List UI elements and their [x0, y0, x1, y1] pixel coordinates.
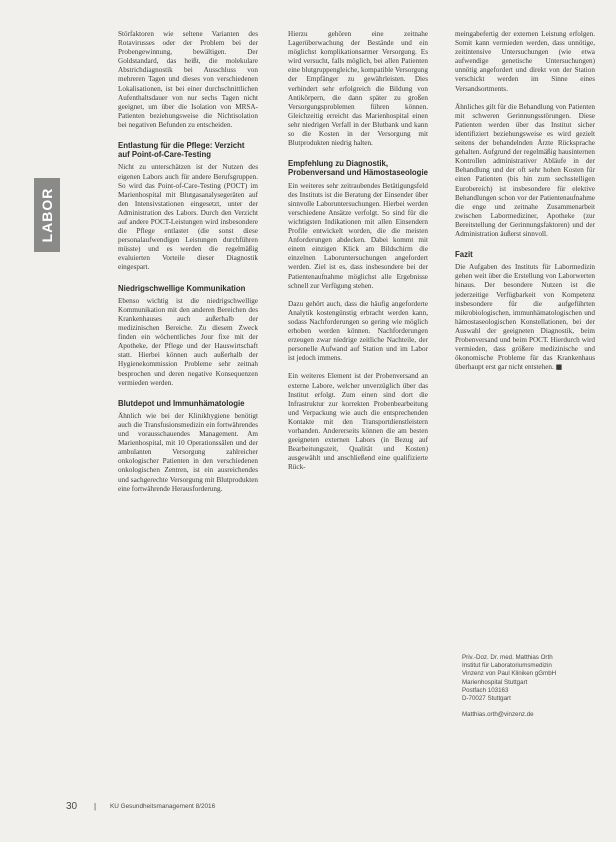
author-name: Priv.-Doz. Dr. med. Matthias Orth — [462, 654, 553, 661]
article-column-1 — [118, 30, 258, 808]
author-organization: Vinzenz von Paul Kliniken gGmbH — [462, 670, 557, 678]
author-institute: Institut für Laboratoriumsmedizin — [462, 662, 552, 670]
author-hospital: Marienhospital Stuttgart — [462, 678, 528, 686]
paragraph: Ebenso wichtig ist die niedrigschwellige Kommunikation mit den anderen Bereichen des Krankenhauses auch außerhalb der medizinischen Bereiche. Zu diesem Zweck finden ein wöchentliches Jour fixe mit der Apotheke, der Pflege und der Hauswirtschaft statt. Hierbei können auch außerhalb der Hygienekommission Probleme sehr zeitnah besprochen und deren negative Konsequenzen vermieden werden. — [118, 296, 258, 387]
author-info — [462, 654, 600, 719]
paragraph: Ein weiteres sehr zeitraubendes Betätigungsfeld des Instituts ist die Beratung der Einsender über sinnvolle Laboruntersuchungen. Hierbei werden verschiedene Ansätze verfolgt. So sind für die wichtigsten Indikationen mit allen Einsendern Profile entwickelt worden, die die meisten Anforderungen abdecken. Dabei kommt mit einem einzigen Klick am Bildschirm die einzelnen Laboruntersuchungen angefordert werden. Ziel ist es, dass insbesondere bei der Patientenaufnahme möglichst alle Ergebnisse schnell zur Verfügung stehen. — [288, 181, 428, 290]
section-tab — [34, 178, 60, 252]
article-column-3 — [455, 30, 595, 640]
paragraph: Ähnlich wie bei der Klinikhygiene benötigt auch die Transfusionsmedizin ein fortwährendes und vorausschauendes Management. Am Marienhospital, mit 10 Operationssälen und der ambulanten Versorgung zahlreicher onkologischer Patienten in den verschiedenen onkologischen Zentren, ist ein ausreichendes und sachgerechte Versorgung mit Blutprodukten eine fortwährende Herausforderung. — [118, 411, 258, 493]
author-postbox: Postfach 103163 — [462, 686, 509, 694]
end-of-article-mark: ■ — [555, 363, 563, 372]
section-heading-fazit: Fazit — [455, 250, 473, 260]
footer-separator: | — [94, 802, 97, 811]
publication-name: KU Gesundheitsmanagement 8/2016 — [110, 803, 216, 810]
paragraph: Ähnliches gilt für die Behandlung von Patienten mit schweren Gerinnungsstörungen. Diese Patienten werden über das Institut sicher identifiziert beziehungsweise es wird gezielt seitens der behandelnden Ärzte Rücksprache gehalten. Aufgrund der regelmäßig hausinternen Kontrollen administrativer Abläufe in der Behandlung und der oft sehr hohen Kosten für einen Patienten (bis hin zum sechsstelligen Eurobereich) ist insbesondere für elektive Behandlungen schon vor der Patientenaufnahme die enge und zeitnahe Zusammenarbeit zwischen Labormediziner, Apotheke (zur Bereitstellung der Gerinnungsfaktoren) und der Administration äußerst sinnvoll. — [455, 102, 595, 238]
paragraph: Störfaktoren wie seltene Varianten des Rotavirusses oder der Problem bei der Probengewinnung, bewältigen. Der Goldstandard, das heißt, die molekulare Abstrichdiagnostik bei Ausschluss von mehreren Tagen und dieses von verschiedenen Lokalisationen, ist bei einer durchschnittlichen Aufenthaltsdauer von nur sechs Tagen nicht geeignet, um über die Isolation von MRSA-Patienten beziehungsweise die Nichtisolation bei negativen Befunden zu entscheiden. — [118, 30, 258, 129]
paragraph: Hierzu gehören eine zeitnahe Lagerüberwachung der Bestände und ein möglichst komplikationsarmer Versorgung. Es wird versucht, falls möglich, bei allen Patienten eine blutgruppengleiche, kompatible Versorgung der Empfänger zu gewährleisten. Dies verhindert sehr erfolgreich die Bildung von Antikörpern, die dann später zu großen Versorgungsproblemen führen können. Gleichzeitig erreicht das Marienhospital einen sehr niedrigen Verfall in der Blutbank und kann so die Kosten in der Versorgung mit Blutprodukten niedrig halten. — [288, 30, 428, 148]
paragraph: Nicht zu unterschätzen ist der Nutzen des eigenen Labors auch für andere Berufsgruppen. So wird das Point-of-Care-Testing (POCT) im Marienhospital mit Blutgasanalysegeräten auf den Intensivstationen eingesetzt, unter der Administration des Labors. Durch den Verzicht auf andere POCT-Leistungen wird insbesondere die Pflege entlastet (die sonst diese personalaufwendigen Leistungen durchführen müsste) und es werden die regelmäßig evaluierten Vorteile dieser Diagnostik eingespart. — [118, 163, 258, 272]
section-heading-pflege: Entlastung für die Pflege: Verzicht auf Point-of-Care-Testing — [118, 141, 245, 160]
author-email: Matthias.orth@vinzenz.de — [462, 711, 534, 719]
section-tab-label: LABOR — [39, 187, 55, 243]
paragraph: Dazu gehört auch, dass die häufig angeforderte Analytik kostengünstig erbracht werden kann, sodass Nachforderungen so gering wie möglich erhoben werden können. Nachforderungen erzeugen zwar niedrige zeitliche Nachteile, der personelle Aufwand auf Station und im Labor ist jedoch immens. — [288, 299, 428, 363]
fazit-text: Die Aufgaben des Instituts für Labormedizin gehen weit über die Erstellung von Laborwerten hinaus. Der besondere Nutzen ist die jederzeitige Verfügbarkeit von Kompetenz insbesondere für die aufgeführten mikrobiologischen, immunhämatologischen und hämostaseologischen Konstellationen, bei der Auswahl der geeigneten Diagnostik, beim Probenversand und beim POCT. Hierdurch wird vermieden, dass größere medizinische und ökonomische Probleme für das Krankenhaus überhaupt erst gar nicht entstehen. — [455, 263, 595, 372]
paragraph: Ein weiteres Element ist der Probenversand an externe Labore, welcher unverzüglich über das Institut erfolgt. Zum einen sind dort die Infrastruktur zur korrekten Probenbearbeitung und Verpackung wie auch die entsprechenden Kontakte mit den Transportdienstleistern vorhanden. Andererseits können die am besten geeigneten externen Labors (in Bezug auf Bearbeitungszeit, Qualität und Kosten) ausgewählt und anschließend eine qualifizierte Rück- — [288, 372, 428, 472]
page-number: 30 — [66, 801, 78, 812]
paragraph-fazit — [455, 263, 595, 372]
section-heading-diagnostik: Empfehlung zu Diagnostik, Probenversand und Hämostaseologie — [288, 159, 428, 178]
author-city: D-70027 Stuttgart — [462, 695, 511, 703]
paragraph: meingabefertig der externen Leistung erfolgen. Somit kann vermieden werden, dass unnötige, zeitintensive Untersuchungen (wie etwa aufwendige genetische Untersuchungen) unnötig angefordert und direkt von der Station verschickt werden im Sinne eines Versandsortments. — [455, 30, 595, 93]
section-heading-blutdepot: Blutdepot und Immunhämatologie — [118, 398, 245, 408]
article-column-2 — [288, 30, 428, 808]
section-heading-kommunikation: Niedrigschwellige Kommunikation — [118, 283, 246, 293]
